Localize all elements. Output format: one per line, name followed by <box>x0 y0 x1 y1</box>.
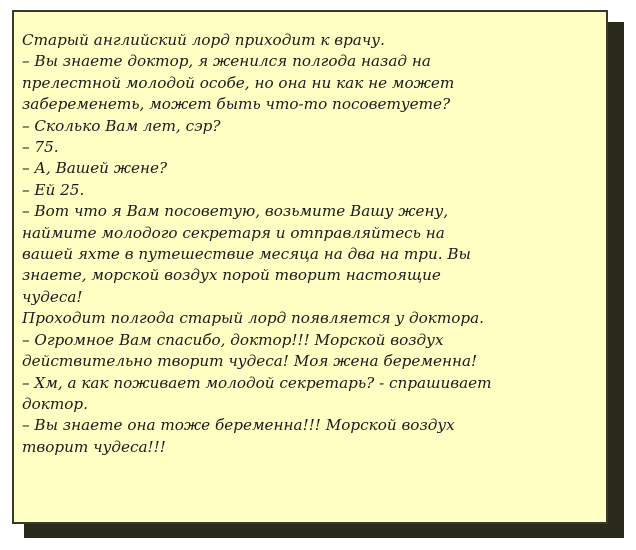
text-line: Старый английский лорд приходит к врачу. <box>22 31 385 49</box>
text-line: вашей яхте в путешествие месяца на два на три. Вы <box>22 245 471 264</box>
text-line: Проходит полгода старый лорд появляется у доктора. <box>22 309 484 328</box>
text-line: – А, Вашей жене? <box>22 159 168 178</box>
text-line: чудеса! <box>22 287 83 306</box>
text-line: – Хм, а как поживает молодой секретарь? - спрашивает <box>22 373 492 392</box>
joke-text <box>22 30 600 458</box>
text-line: – Вы знаете доктор, я женился полгода назад на <box>22 52 431 71</box>
text-line: – Вы знаете она тоже беременна!!! Морской воздух <box>22 416 455 435</box>
text-line: творит чудеса!!! <box>22 437 166 456</box>
text-line: забеременеть, может быть что-то посоветуете? <box>22 95 451 114</box>
text-line: – 75. <box>22 138 59 157</box>
text-line: знаете, морской воздух порой творит настоящие <box>22 266 441 285</box>
text-line: доктор. <box>22 394 88 413</box>
text-line: – Вот что я Вам посоветую, возьмите Вашу жену, <box>22 202 449 221</box>
text-line: прелестной молодой особе, но она ни как не может <box>22 73 455 92</box>
text-line: действительно творит чудеса! Моя жена беременна! <box>22 352 478 371</box>
text-line: – Огромное Вам спасибо, доктор!!! Морской воздух <box>22 330 444 349</box>
text-line: – Сколько Вам лет, сэр? <box>22 116 221 135</box>
text-line: наймите молодого секретаря и отправляйтесь на <box>22 223 445 242</box>
text-line: – Ей 25. <box>22 180 85 199</box>
